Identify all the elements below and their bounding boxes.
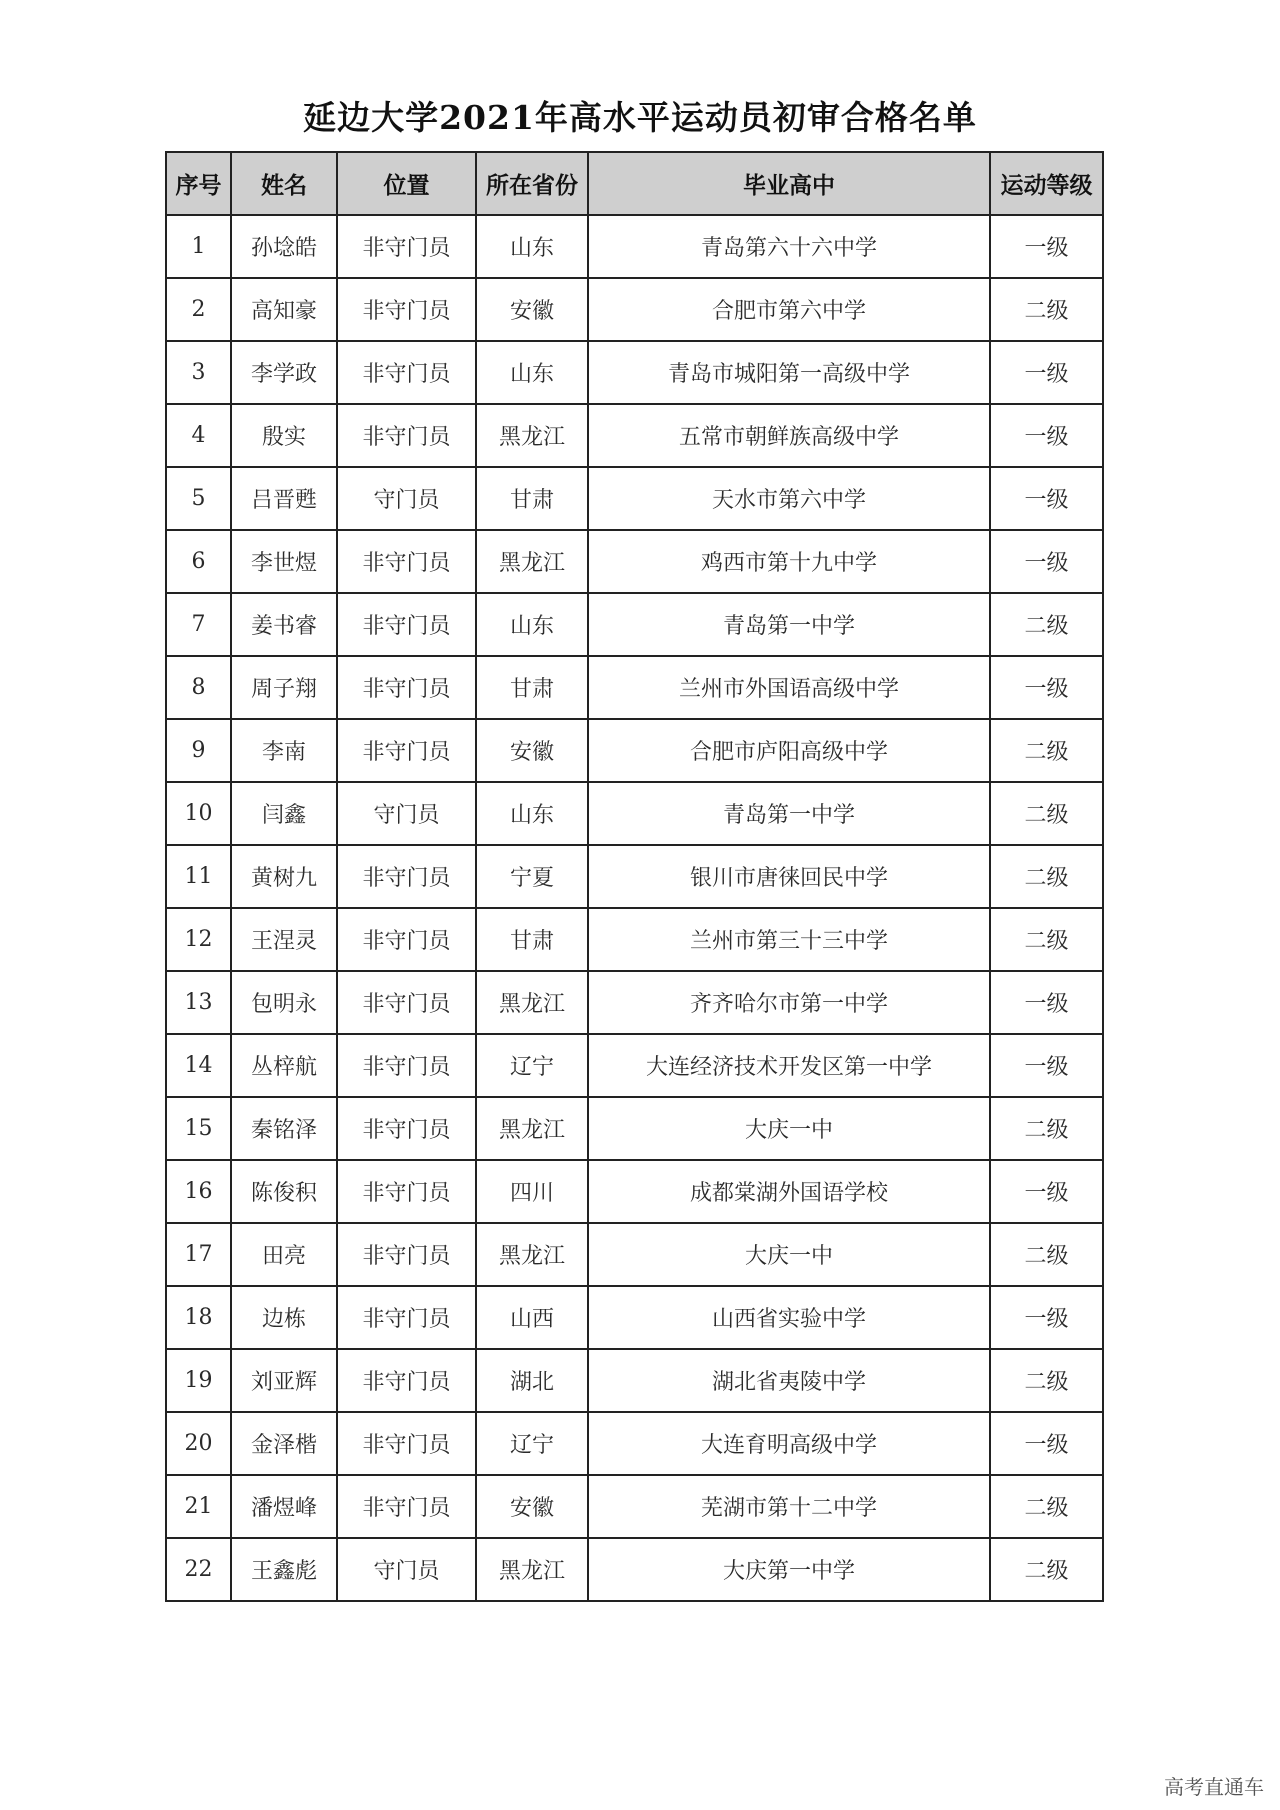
- cell-sport-level: 一级: [990, 215, 1103, 278]
- cell-index: 22: [166, 1538, 231, 1601]
- cell-high-school: 齐齐哈尔市第一中学: [588, 971, 990, 1034]
- cell-province: 辽宁: [476, 1034, 588, 1097]
- table-row: [166, 404, 1103, 467]
- cell-name: 秦铭泽: [231, 1097, 337, 1160]
- cell-sport-level: 一级: [990, 404, 1103, 467]
- cell-high-school: 大庆一中: [588, 1097, 990, 1160]
- table-row: [166, 656, 1103, 719]
- cell-position: 非守门员: [337, 1097, 476, 1160]
- column-header-index: 序号: [166, 152, 231, 215]
- cell-sport-level: 二级: [990, 1538, 1103, 1601]
- table-row: [166, 278, 1103, 341]
- cell-sport-level: 二级: [990, 908, 1103, 971]
- cell-name: 孙埝皓: [231, 215, 337, 278]
- table-row: [166, 1538, 1103, 1601]
- cell-name: 吕晋甦: [231, 467, 337, 530]
- cell-high-school: 天水市第六中学: [588, 467, 990, 530]
- cell-province: 黑龙江: [476, 971, 588, 1034]
- cell-position: 非守门员: [337, 278, 476, 341]
- cell-index: 3: [166, 341, 231, 404]
- cell-position: 非守门员: [337, 971, 476, 1034]
- cell-position: 非守门员: [337, 404, 476, 467]
- cell-position: 非守门员: [337, 1286, 476, 1349]
- cell-index: 4: [166, 404, 231, 467]
- column-header-position: 位置: [337, 152, 476, 215]
- cell-province: 甘肃: [476, 467, 588, 530]
- cell-sport-level: 二级: [990, 593, 1103, 656]
- table-row: [166, 530, 1103, 593]
- cell-province: 辽宁: [476, 1412, 588, 1475]
- column-header-province: 所在省份: [476, 152, 588, 215]
- watermark-text: 高考直通车: [1164, 1775, 1264, 1799]
- cell-province: 黑龙江: [476, 1097, 588, 1160]
- cell-position: 非守门员: [337, 1160, 476, 1223]
- table-row: [166, 1160, 1103, 1223]
- cell-province: 四川: [476, 1160, 588, 1223]
- cell-high-school: 鸡西市第十九中学: [588, 530, 990, 593]
- cell-index: 1: [166, 215, 231, 278]
- cell-name: 田亮: [231, 1223, 337, 1286]
- table-row: [166, 467, 1103, 530]
- cell-sport-level: 二级: [990, 1349, 1103, 1412]
- cell-position: 非守门员: [337, 908, 476, 971]
- table-row: [166, 1286, 1103, 1349]
- cell-province: 黑龙江: [476, 530, 588, 593]
- cell-index: 5: [166, 467, 231, 530]
- table-row: [166, 1034, 1103, 1097]
- cell-name: 殷实: [231, 404, 337, 467]
- table-row: [166, 593, 1103, 656]
- cell-position: 非守门员: [337, 1475, 476, 1538]
- table-row: [166, 341, 1103, 404]
- cell-name: 陈俊积: [231, 1160, 337, 1223]
- cell-high-school: 五常市朝鲜族高级中学: [588, 404, 990, 467]
- cell-high-school: 湖北省夷陵中学: [588, 1349, 990, 1412]
- cell-sport-level: 一级: [990, 1160, 1103, 1223]
- cell-high-school: 合肥市庐阳高级中学: [588, 719, 990, 782]
- table-row: [166, 782, 1103, 845]
- cell-index: 14: [166, 1034, 231, 1097]
- cell-index: 19: [166, 1349, 231, 1412]
- cell-name: 李世煜: [231, 530, 337, 593]
- cell-name: 闫鑫: [231, 782, 337, 845]
- cell-sport-level: 二级: [990, 1223, 1103, 1286]
- cell-province: 甘肃: [476, 656, 588, 719]
- cell-high-school: 芜湖市第十二中学: [588, 1475, 990, 1538]
- cell-position: 非守门员: [337, 1223, 476, 1286]
- cell-index: 2: [166, 278, 231, 341]
- cell-index: 11: [166, 845, 231, 908]
- cell-province: 宁夏: [476, 845, 588, 908]
- cell-index: 6: [166, 530, 231, 593]
- cell-high-school: 兰州市外国语高级中学: [588, 656, 990, 719]
- cell-position: 守门员: [337, 1538, 476, 1601]
- cell-province: 山东: [476, 782, 588, 845]
- column-header-high-school: 毕业高中: [588, 152, 990, 215]
- cell-index: 17: [166, 1223, 231, 1286]
- table-row: [166, 1412, 1103, 1475]
- roster-body: [166, 215, 1103, 1601]
- cell-sport-level: 一级: [990, 1286, 1103, 1349]
- cell-position: 非守门员: [337, 341, 476, 404]
- table-row: [166, 845, 1103, 908]
- column-header-sport-level: 运动等级: [990, 152, 1103, 215]
- cell-sport-level: 二级: [990, 1097, 1103, 1160]
- cell-province: 安徽: [476, 1475, 588, 1538]
- cell-province: 安徽: [476, 719, 588, 782]
- roster-table: [165, 151, 1104, 1602]
- cell-index: 9: [166, 719, 231, 782]
- cell-sport-level: 二级: [990, 782, 1103, 845]
- cell-position: 非守门员: [337, 1349, 476, 1412]
- cell-name: 高知豪: [231, 278, 337, 341]
- cell-sport-level: 二级: [990, 845, 1103, 908]
- cell-province: 黑龙江: [476, 404, 588, 467]
- table-row: [166, 1475, 1103, 1538]
- cell-sport-level: 一级: [990, 1034, 1103, 1097]
- cell-name: 王涅灵: [231, 908, 337, 971]
- cell-name: 王鑫彪: [231, 1538, 337, 1601]
- cell-province: 山东: [476, 215, 588, 278]
- cell-sport-level: 一级: [990, 467, 1103, 530]
- cell-province: 山东: [476, 593, 588, 656]
- cell-province: 山东: [476, 341, 588, 404]
- cell-index: 16: [166, 1160, 231, 1223]
- cell-high-school: 大连育明高级中学: [588, 1412, 990, 1475]
- cell-index: 18: [166, 1286, 231, 1349]
- table-row: [166, 908, 1103, 971]
- cell-province: 山西: [476, 1286, 588, 1349]
- cell-position: 非守门员: [337, 845, 476, 908]
- cell-name: 姜书睿: [231, 593, 337, 656]
- cell-high-school: 青岛第六十六中学: [588, 215, 990, 278]
- cell-name: 金泽楷: [231, 1412, 337, 1475]
- page-title: 延边大学2021年高水平运动员初审合格名单: [303, 98, 977, 137]
- cell-position: 非守门员: [337, 719, 476, 782]
- cell-index: 13: [166, 971, 231, 1034]
- cell-province: 黑龙江: [476, 1538, 588, 1601]
- cell-sport-level: 一级: [990, 656, 1103, 719]
- cell-index: 12: [166, 908, 231, 971]
- cell-position: 非守门员: [337, 215, 476, 278]
- cell-high-school: 兰州市第三十三中学: [588, 908, 990, 971]
- cell-index: 20: [166, 1412, 231, 1475]
- cell-index: 8: [166, 656, 231, 719]
- cell-province: 黑龙江: [476, 1223, 588, 1286]
- cell-name: 李南: [231, 719, 337, 782]
- cell-position: 非守门员: [337, 1034, 476, 1097]
- cell-position: 非守门员: [337, 656, 476, 719]
- cell-high-school: 大连经济技术开发区第一中学: [588, 1034, 990, 1097]
- cell-name: 李学政: [231, 341, 337, 404]
- cell-sport-level: 二级: [990, 278, 1103, 341]
- table-row: [166, 719, 1103, 782]
- cell-position: 守门员: [337, 467, 476, 530]
- cell-high-school: 合肥市第六中学: [588, 278, 990, 341]
- cell-high-school: 山西省实验中学: [588, 1286, 990, 1349]
- cell-name: 丛梓航: [231, 1034, 337, 1097]
- table-row: [166, 971, 1103, 1034]
- cell-name: 周子翔: [231, 656, 337, 719]
- cell-position: 非守门员: [337, 1412, 476, 1475]
- table-row: [166, 215, 1103, 278]
- cell-index: 10: [166, 782, 231, 845]
- cell-high-school: 青岛第一中学: [588, 593, 990, 656]
- cell-high-school: 青岛市城阳第一高级中学: [588, 341, 990, 404]
- column-header-name: 姓名: [231, 152, 337, 215]
- cell-index: 21: [166, 1475, 231, 1538]
- cell-high-school: 银川市唐徕回民中学: [588, 845, 990, 908]
- cell-sport-level: 一级: [990, 341, 1103, 404]
- cell-high-school: 成都棠湖外国语学校: [588, 1160, 990, 1223]
- table-row: [166, 1097, 1103, 1160]
- cell-sport-level: 一级: [990, 971, 1103, 1034]
- cell-name: 刘亚辉: [231, 1349, 337, 1412]
- header-row: [166, 152, 1103, 215]
- cell-sport-level: 二级: [990, 719, 1103, 782]
- cell-high-school: 大庆第一中学: [588, 1538, 990, 1601]
- cell-sport-level: 一级: [990, 530, 1103, 593]
- cell-sport-level: 一级: [990, 1412, 1103, 1475]
- cell-high-school: 大庆一中: [588, 1223, 990, 1286]
- cell-position: 非守门员: [337, 530, 476, 593]
- cell-name: 潘煜峰: [231, 1475, 337, 1538]
- table-row: [166, 1349, 1103, 1412]
- cell-name: 黄树九: [231, 845, 337, 908]
- cell-high-school: 青岛第一中学: [588, 782, 990, 845]
- cell-position: 守门员: [337, 782, 476, 845]
- cell-sport-level: 二级: [990, 1475, 1103, 1538]
- cell-province: 甘肃: [476, 908, 588, 971]
- cell-name: 边栋: [231, 1286, 337, 1349]
- cell-position: 非守门员: [337, 593, 476, 656]
- table-row: [166, 1223, 1103, 1286]
- cell-name: 包明永: [231, 971, 337, 1034]
- cell-index: 15: [166, 1097, 231, 1160]
- cell-province: 湖北: [476, 1349, 588, 1412]
- cell-province: 安徽: [476, 278, 588, 341]
- cell-index: 7: [166, 593, 231, 656]
